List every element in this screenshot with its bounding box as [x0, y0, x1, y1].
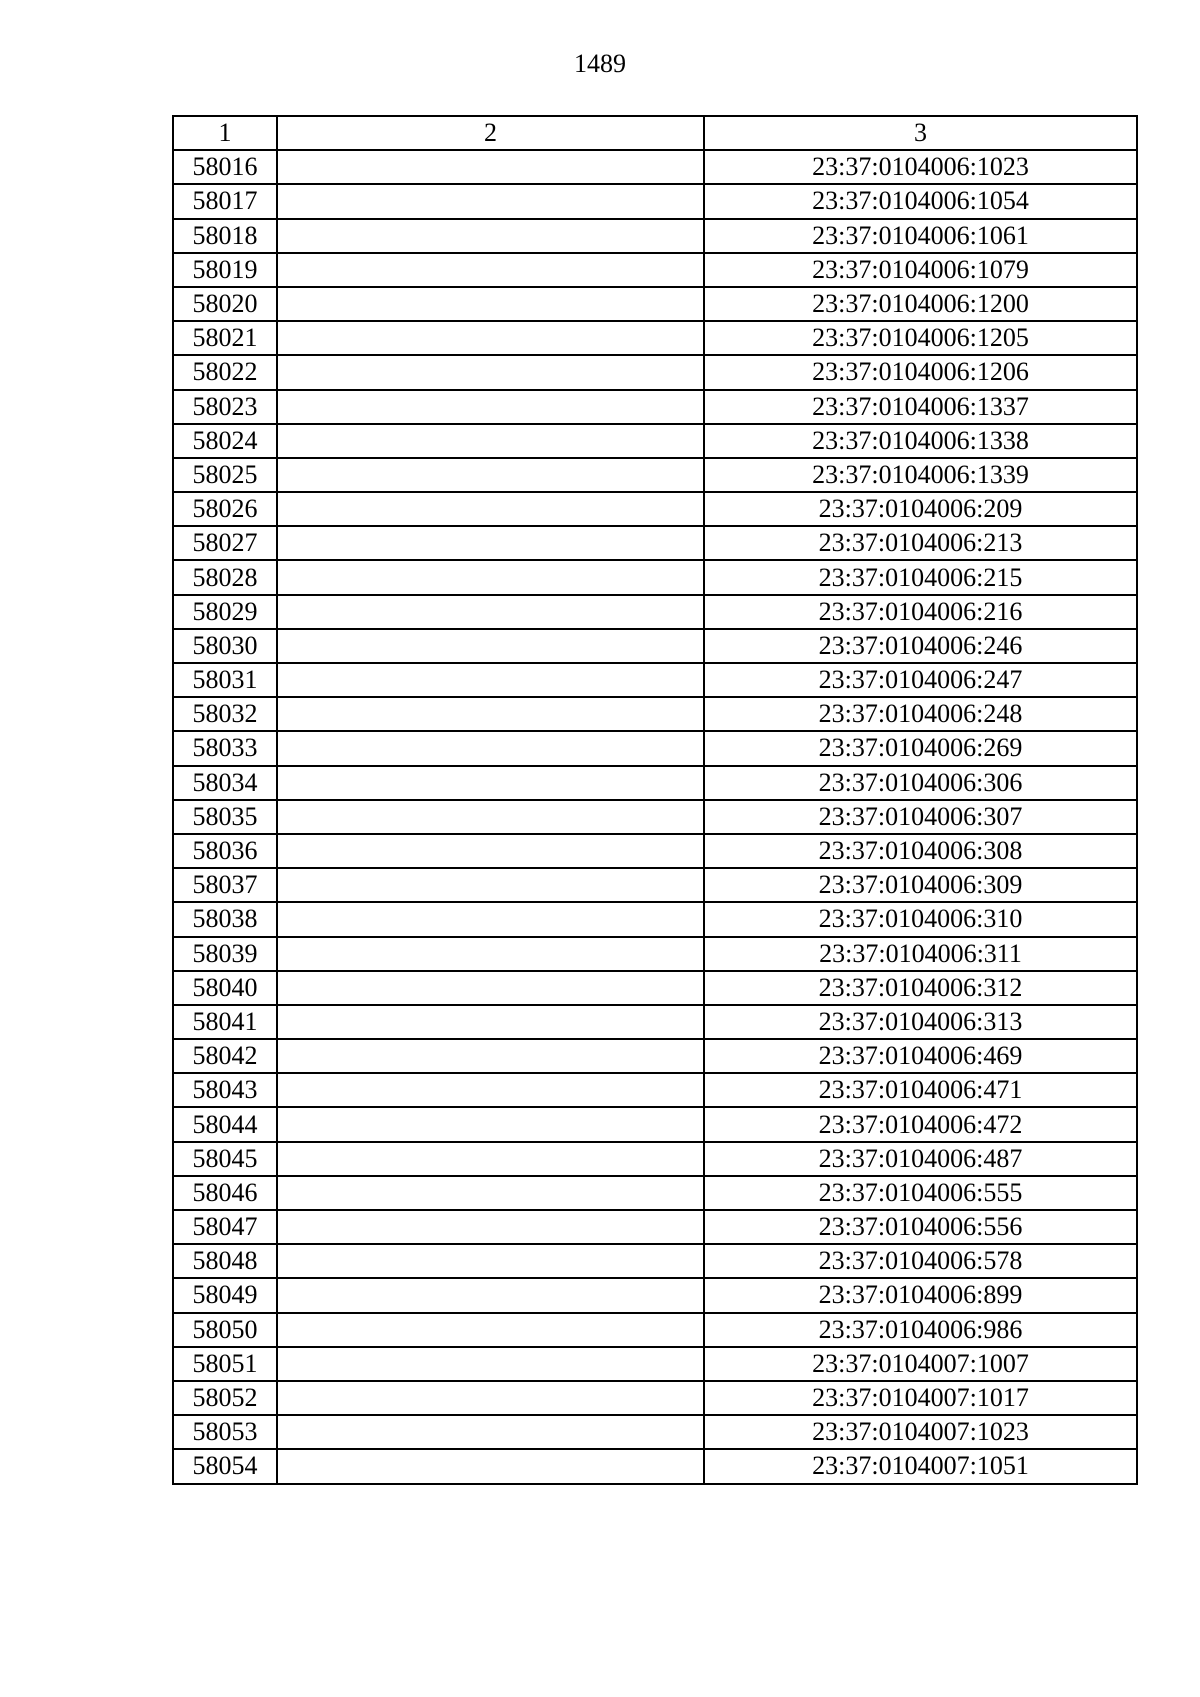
cadastral-number-cell: 23:37:0104006:472 [704, 1107, 1137, 1141]
table-row [173, 1313, 1137, 1347]
cadastral-number-cell: 23:37:0104007:1007 [704, 1347, 1137, 1381]
cadastral-number-cell: 23:37:0104006:556 [704, 1210, 1137, 1244]
page-number: 1489 [574, 49, 626, 78]
table-row [173, 492, 1137, 526]
row-number-cell: 58049 [173, 1278, 277, 1312]
table-row [173, 1347, 1137, 1381]
row-description-cell [277, 1073, 704, 1107]
row-number-cell: 58028 [173, 560, 277, 594]
table-row [173, 766, 1137, 800]
row-description-cell [277, 1278, 704, 1312]
row-number-cell: 58033 [173, 731, 277, 765]
cadastral-number-cell: 23:37:0104006:1061 [704, 219, 1137, 253]
table-row [173, 1176, 1137, 1210]
row-description-cell [277, 1449, 704, 1483]
row-description-cell [277, 458, 704, 492]
row-description-cell [277, 321, 704, 355]
row-description-cell [277, 1039, 704, 1073]
row-description-cell [277, 1244, 704, 1278]
cadastral-number-cell: 23:37:0104006:313 [704, 1005, 1137, 1039]
table-row [173, 1244, 1137, 1278]
row-description-cell [277, 697, 704, 731]
row-number-cell: 58026 [173, 492, 277, 526]
table-row [173, 526, 1137, 560]
cadastral-number-cell: 23:37:0104006:209 [704, 492, 1137, 526]
table-row [173, 663, 1137, 697]
row-number-cell: 58029 [173, 595, 277, 629]
row-description-cell [277, 937, 704, 971]
table-row [173, 629, 1137, 663]
row-description-cell [277, 287, 704, 321]
row-description-cell [277, 1107, 704, 1141]
table-row [173, 184, 1137, 218]
cadastral-number-cell: 23:37:0104006:555 [704, 1176, 1137, 1210]
cadastral-number-cell: 23:37:0104006:487 [704, 1142, 1137, 1176]
row-number-cell: 58034 [173, 766, 277, 800]
table-row [173, 1278, 1137, 1312]
table-body [173, 150, 1137, 1483]
table-row [173, 219, 1137, 253]
cadastral-number-cell: 23:37:0104006:1054 [704, 184, 1137, 218]
row-number-cell: 58020 [173, 287, 277, 321]
row-description-cell [277, 560, 704, 594]
row-description-cell [277, 971, 704, 1005]
cadastral-number-cell: 23:37:0104007:1023 [704, 1415, 1137, 1449]
cadastral-number-cell: 23:37:0104006:986 [704, 1313, 1137, 1347]
row-number-cell: 58035 [173, 800, 277, 834]
table-row [173, 1073, 1137, 1107]
table-row [173, 971, 1137, 1005]
row-number-cell: 58016 [173, 150, 277, 184]
cadastral-number-cell: 23:37:0104006:1206 [704, 355, 1137, 389]
cadastral-number-cell: 23:37:0104006:247 [704, 663, 1137, 697]
row-number-cell: 58051 [173, 1347, 277, 1381]
cadastral-number-cell: 23:37:0104006:1079 [704, 253, 1137, 287]
row-description-cell [277, 390, 704, 424]
row-number-cell: 58030 [173, 629, 277, 663]
table-row [173, 1142, 1137, 1176]
row-description-cell [277, 492, 704, 526]
row-number-cell: 58052 [173, 1381, 277, 1415]
cadastral-number-cell: 23:37:0104006:1023 [704, 150, 1137, 184]
cadastral-number-cell: 23:37:0104006:1338 [704, 424, 1137, 458]
cadastral-number-cell: 23:37:0104006:1205 [704, 321, 1137, 355]
cadastral-number-cell: 23:37:0104006:310 [704, 902, 1137, 936]
row-number-cell: 58037 [173, 868, 277, 902]
cadastral-number-cell: 23:37:0104006:216 [704, 595, 1137, 629]
row-description-cell [277, 1005, 704, 1039]
table-row [173, 458, 1137, 492]
table-row [173, 1449, 1137, 1483]
row-description-cell [277, 253, 704, 287]
table-row [173, 1039, 1137, 1073]
row-number-cell: 58041 [173, 1005, 277, 1039]
row-description-cell [277, 1210, 704, 1244]
table-row [173, 800, 1137, 834]
cadastral-number-cell: 23:37:0104006:1337 [704, 390, 1137, 424]
table-row [173, 560, 1137, 594]
cadastral-number-cell: 23:37:0104006:307 [704, 800, 1137, 834]
table-row [173, 253, 1137, 287]
row-description-cell [277, 902, 704, 936]
cadastral-number-cell: 23:37:0104006:1339 [704, 458, 1137, 492]
table-row [173, 287, 1137, 321]
row-description-cell [277, 150, 704, 184]
row-number-cell: 58023 [173, 390, 277, 424]
row-number-cell: 58036 [173, 834, 277, 868]
row-number-cell: 58053 [173, 1415, 277, 1449]
table-row [173, 834, 1137, 868]
row-number-cell: 58031 [173, 663, 277, 697]
table-row [173, 1005, 1137, 1039]
row-description-cell [277, 526, 704, 560]
cadastral-number-cell: 23:37:0104006:471 [704, 1073, 1137, 1107]
row-number-cell: 58042 [173, 1039, 277, 1073]
row-number-cell: 58047 [173, 1210, 277, 1244]
row-description-cell [277, 355, 704, 389]
table-row [173, 937, 1137, 971]
row-number-cell: 58044 [173, 1107, 277, 1141]
row-description-cell [277, 663, 704, 697]
row-description-cell [277, 834, 704, 868]
table-row [173, 595, 1137, 629]
row-number-cell: 58054 [173, 1449, 277, 1483]
cadastral-number-cell: 23:37:0104006:246 [704, 629, 1137, 663]
row-number-cell: 58046 [173, 1176, 277, 1210]
table-row [173, 697, 1137, 731]
cadastral-number-cell: 23:37:0104006:306 [704, 766, 1137, 800]
table-row [173, 321, 1137, 355]
table-row [173, 1381, 1137, 1415]
cadastral-number-cell: 23:37:0104006:899 [704, 1278, 1137, 1312]
row-description-cell [277, 629, 704, 663]
row-description-cell [277, 1313, 704, 1347]
row-description-cell [277, 1347, 704, 1381]
cadastral-number-cell: 23:37:0104006:269 [704, 731, 1137, 765]
row-description-cell [277, 800, 704, 834]
cadastral-number-cell: 23:37:0104006:312 [704, 971, 1137, 1005]
row-number-cell: 58050 [173, 1313, 277, 1347]
row-number-cell: 58025 [173, 458, 277, 492]
row-number-cell: 58018 [173, 219, 277, 253]
table-row [173, 1210, 1137, 1244]
cadastral-number-cell: 23:37:0104006:308 [704, 834, 1137, 868]
cadastral-number-cell: 23:37:0104006:311 [704, 937, 1137, 971]
table-row [173, 1107, 1137, 1141]
table-row [173, 731, 1137, 765]
row-number-cell: 58040 [173, 971, 277, 1005]
row-description-cell [277, 868, 704, 902]
row-description-cell [277, 595, 704, 629]
row-number-cell: 58022 [173, 355, 277, 389]
cadastral-number-cell: 23:37:0104006:248 [704, 697, 1137, 731]
cadastral-number-cell: 23:37:0104006:469 [704, 1039, 1137, 1073]
table-row [173, 868, 1137, 902]
row-number-cell: 58039 [173, 937, 277, 971]
row-description-cell [277, 184, 704, 218]
table-row [173, 355, 1137, 389]
cadastral-number-cell: 23:37:0104007:1051 [704, 1449, 1137, 1483]
table-row [173, 390, 1137, 424]
row-description-cell [277, 731, 704, 765]
cadastral-number-cell: 23:37:0104006:213 [704, 526, 1137, 560]
row-number-cell: 58017 [173, 184, 277, 218]
row-number-cell: 58027 [173, 526, 277, 560]
row-description-cell [277, 1142, 704, 1176]
row-description-cell [277, 424, 704, 458]
cadastral-number-cell: 23:37:0104007:1017 [704, 1381, 1137, 1415]
cadastral-table [172, 115, 1138, 1485]
row-description-cell [277, 766, 704, 800]
cadastral-number-cell: 23:37:0104006:578 [704, 1244, 1137, 1278]
cadastral-number-cell: 23:37:0104006:215 [704, 560, 1137, 594]
header-cell-1: 1 [173, 116, 277, 150]
row-description-cell [277, 1415, 704, 1449]
row-description-cell [277, 1381, 704, 1415]
row-number-cell: 58045 [173, 1142, 277, 1176]
header-cell-3: 3 [704, 116, 1137, 150]
cadastral-number-cell: 23:37:0104006:1200 [704, 287, 1137, 321]
header-cell-2: 2 [277, 116, 704, 150]
row-description-cell [277, 1176, 704, 1210]
table-row [173, 1415, 1137, 1449]
row-number-cell: 58043 [173, 1073, 277, 1107]
row-number-cell: 58032 [173, 697, 277, 731]
row-number-cell: 58048 [173, 1244, 277, 1278]
cadastral-number-cell: 23:37:0104006:309 [704, 868, 1137, 902]
table-row [173, 424, 1137, 458]
row-number-cell: 58038 [173, 902, 277, 936]
table-row [173, 902, 1137, 936]
row-number-cell: 58024 [173, 424, 277, 458]
row-number-cell: 58019 [173, 253, 277, 287]
table-header-row [173, 116, 1137, 150]
table-row [173, 150, 1137, 184]
row-description-cell [277, 219, 704, 253]
row-number-cell: 58021 [173, 321, 277, 355]
